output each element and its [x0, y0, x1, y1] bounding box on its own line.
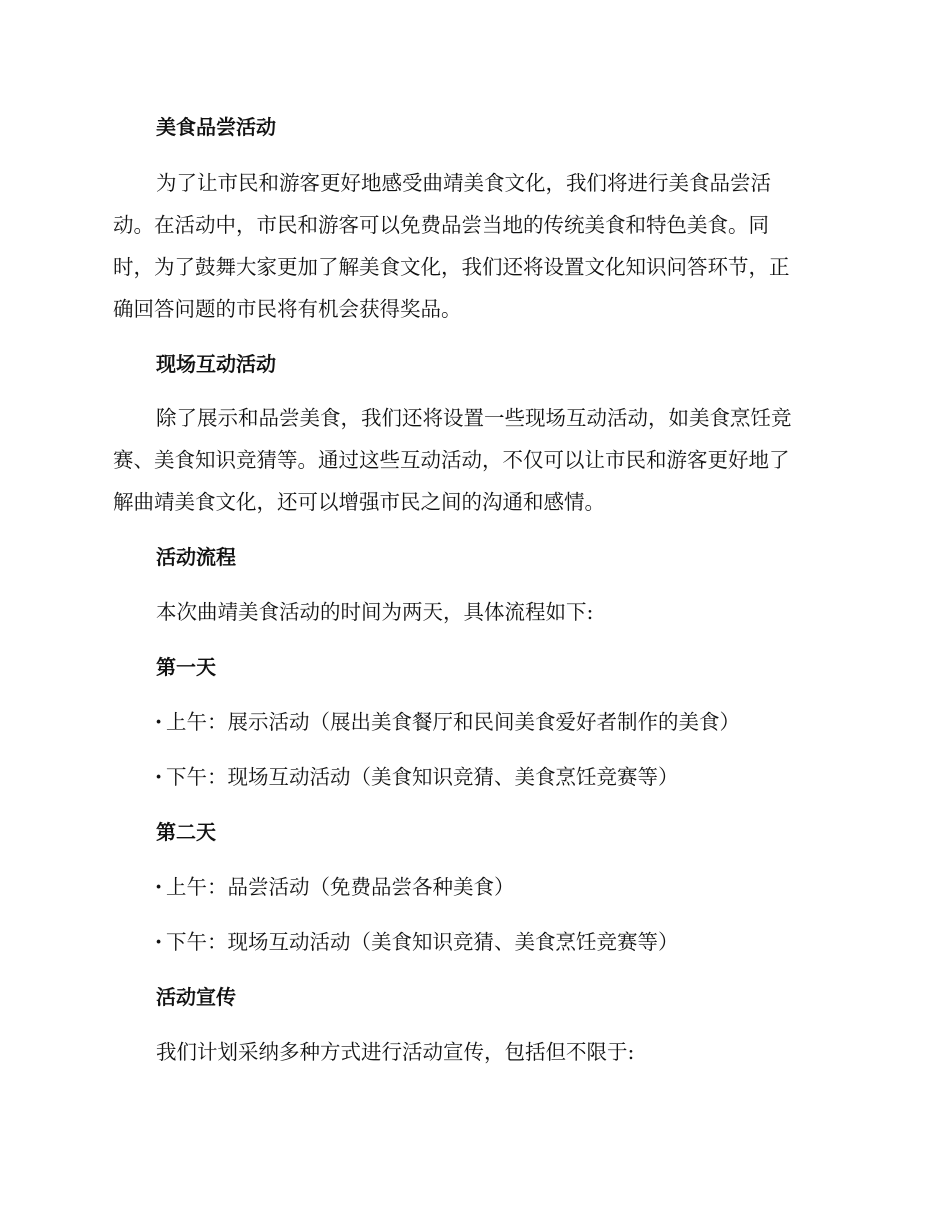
- paragraph-line: 确回答问题的市民将有机会获得奖品。: [113, 297, 462, 321]
- heading-interactive: 现场互动活动: [156, 352, 276, 376]
- heading-day1: 第一天: [156, 655, 216, 679]
- list-item-day1-afternoon: [155, 764, 679, 790]
- paragraph-line: 时，为了鼓舞大家更加了解美食文化，我们还将设置文化知识问答环节，正: [113, 255, 790, 279]
- paragraph-line: 动。在活动中，市民和游客可以免费品尝当地的传统美食和特色美食。同: [113, 213, 769, 237]
- process-intro: 本次曲靖美食活动的时间为两天，具体流程如下:: [156, 600, 594, 624]
- paragraph-line: 赛、美食知识竞猜等。通过这些互动活动，不仅可以让市民和游客更好地了: [113, 448, 790, 472]
- list-item-text: 下午：现场互动活动（美食知识竞猜、美食烹饪竞赛等）: [166, 765, 679, 789]
- heading-promotion: 活动宣传: [156, 985, 236, 1009]
- paragraph-interactive: [113, 397, 831, 523]
- list-item-text: 上午：展示活动（展出美食餐厅和民间美食爱好者制作的美食）: [166, 710, 740, 734]
- paragraph-line: 除了展示和品尝美食，我们还将设置一些现场互动活动，如美食烹饪竞: [156, 406, 792, 430]
- list-item-day2-morning: [155, 874, 515, 900]
- list-item-day2-afternoon: [155, 929, 679, 955]
- paragraph-line: 解曲靖美食文化，还可以增强市民之间的沟通和感情。: [113, 490, 605, 514]
- bullet-icon: ·: [155, 710, 163, 734]
- list-item-text: 下午：现场互动活动（美食知识竞猜、美食烹饪竞赛等）: [166, 930, 679, 954]
- list-item-text: 上午：品尝活动（免费品尝各种美食）: [166, 875, 515, 899]
- heading-tasting: 美食品尝活动: [156, 115, 276, 139]
- list-item-day1-morning: [155, 709, 740, 735]
- promotion-intro: 我们计划采纳多种方式进行活动宣传，包括但不限于:: [156, 1040, 635, 1064]
- paragraph-line: 为了让市民和游客更好地感受曲靖美食文化，我们将进行美食品尝活: [156, 171, 771, 195]
- heading-process: 活动流程: [156, 545, 236, 569]
- bullet-icon: ·: [155, 765, 163, 789]
- bullet-icon: ·: [155, 875, 163, 899]
- paragraph-tasting: [113, 162, 831, 330]
- heading-day2: 第二天: [156, 820, 216, 844]
- bullet-icon: ·: [155, 930, 163, 954]
